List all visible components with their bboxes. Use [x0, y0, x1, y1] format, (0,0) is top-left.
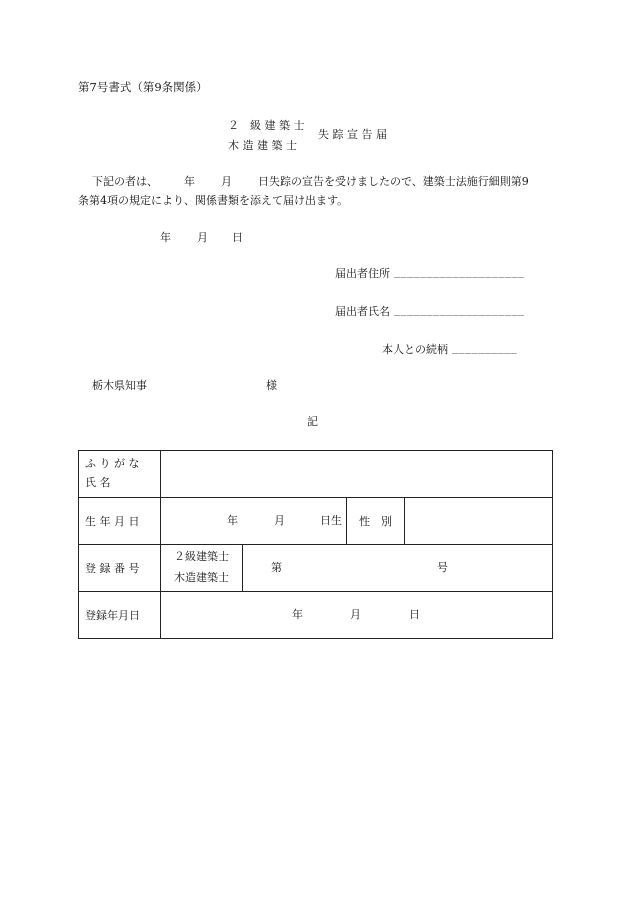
ki-mark: 記 — [307, 415, 318, 428]
notifier-name-label: 届出者氏名 — [335, 305, 390, 318]
body-line1-prefix: 下記の者は、 — [92, 175, 158, 188]
birth-day: 日生 — [320, 514, 342, 527]
title-qualification-grade2: ２ 級 建 築 士 — [228, 119, 305, 132]
details-table — [78, 450, 553, 639]
row-name — [79, 451, 553, 498]
title-qualification-wooden: 木 造 建 築 士 — [228, 139, 297, 152]
reg-year: 年 — [292, 608, 303, 621]
name-char: 名 — [99, 476, 111, 489]
reg-day: 日 — [409, 608, 420, 621]
registration-date-cell[interactable] — [161, 592, 553, 639]
label-birthdate: 生 年 月 日 — [79, 498, 161, 545]
reg-prefix: 第 — [271, 561, 282, 574]
furigana-char: ふ — [85, 457, 96, 471]
body-month-label: 月 — [221, 175, 232, 188]
row-registration-number — [79, 545, 553, 592]
addressee-honorific: 様 — [266, 379, 277, 392]
furigana-char: が — [114, 457, 125, 471]
registration-number-cell[interactable] — [243, 545, 553, 592]
notifier-relation-field[interactable]: __________ — [452, 343, 518, 354]
title-suffix: 失 踪 宣 告 届 — [318, 128, 387, 141]
furigana-char: な — [128, 457, 140, 471]
birth-month: 月 — [274, 514, 285, 527]
label-registration-date: 登録年月日 — [79, 592, 161, 639]
notifier-address-label: 届出者住所 — [335, 267, 390, 280]
option-wooden[interactable]: 木造建築士 — [174, 571, 229, 584]
notifier-address-field[interactable]: ____________________ — [394, 267, 525, 278]
body-year-label: 年 — [184, 175, 195, 188]
label-furigana — [85, 455, 153, 474]
date-year: 年 — [160, 231, 171, 244]
label-sex: 性 別 — [347, 498, 405, 545]
notifier-name-field[interactable]: ____________________ — [394, 305, 525, 316]
notifier-relation-label: 本人との続柄 — [382, 343, 448, 356]
label-name — [85, 474, 153, 493]
sex-input-cell[interactable] — [405, 498, 553, 545]
name-input-cell[interactable] — [161, 451, 553, 498]
body-line2: 条第4項の規定により、関係書類を添えて届け出ます。 — [78, 194, 349, 207]
birthdate-input-cell[interactable] — [161, 498, 347, 545]
label-furigana-name — [79, 451, 161, 498]
reg-suffix: 号 — [437, 561, 448, 574]
option-grade2[interactable]: ２級建築士 — [174, 550, 229, 564]
row-birthdate — [79, 498, 553, 545]
furigana-char: り — [99, 457, 111, 471]
name-char: 氏 — [85, 476, 96, 489]
row-registration-date — [79, 592, 553, 639]
reg-month: 月 — [350, 608, 361, 621]
label-registration-number: 登 録 番 号 — [79, 545, 161, 592]
date-day: 日 — [232, 231, 243, 244]
body-line1-suffix: 日失踪の宣告を受けましたので、建築士法施行細則第9 — [258, 175, 529, 188]
addressee-name: 栃木県知事 — [92, 379, 147, 392]
birth-year: 年 — [227, 514, 238, 527]
form-number: 第7号書式（第9条関係） — [78, 80, 208, 94]
date-month: 月 — [197, 231, 208, 244]
qualification-options[interactable] — [161, 545, 243, 592]
